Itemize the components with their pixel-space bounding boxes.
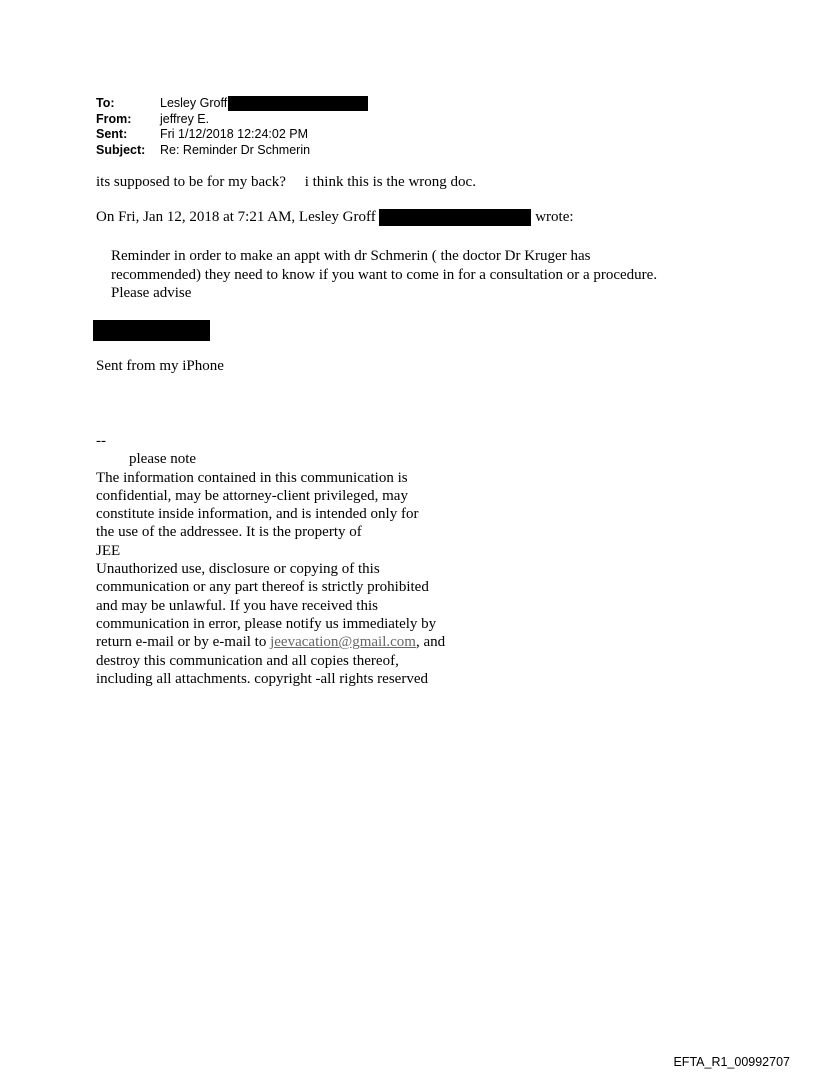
quoted-line: Reminder in order to make an appt with dr Schmerin ( the doctor Dr Kruger has <box>111 248 591 264</box>
redaction-bar <box>379 209 531 226</box>
sent-from: Sent from my iPhone <box>96 358 224 374</box>
disclaimer-line: Unauthorized use, disclosure or copying of this <box>96 561 380 578</box>
return-text: return e-mail or by e-mail to <box>96 634 271 651</box>
return-after: , and <box>415 634 446 651</box>
redaction-bar <box>93 320 210 341</box>
to-row <box>96 96 368 112</box>
quote-intro <box>96 209 574 226</box>
disclaimer-line: and may be unlawful. If you have received this <box>96 597 378 614</box>
quoted-line: recommended) they need to know if you want to come in for a consultation or a procedure. <box>111 266 658 283</box>
disclaimer-line: confidential, may be attorney-client privileged, may <box>96 487 408 504</box>
sent-value: Fri 1/12/2018 12:24:02 PM <box>160 127 309 141</box>
email-link[interactable]: jeevacation@gmail.com <box>270 634 416 651</box>
from-label: From: <box>96 111 132 126</box>
disclaimer <box>96 432 445 688</box>
quote-intro-before: On Fri, Jan 12, 2018 at 7:21 AM, Lesley Groff <box>96 209 380 225</box>
disclaimer-line: The information contained in this communication is <box>96 469 408 486</box>
disclaimer-line: destroy this communication and all copies thereof, <box>96 652 399 669</box>
redaction-bar <box>228 96 368 111</box>
sent-row <box>96 127 368 143</box>
to-value: Lesley Groff <box>160 96 228 110</box>
please-note: please note <box>129 451 197 468</box>
document-id: EFTA_R1_00992707 <box>673 1055 790 1069</box>
disclaimer-line: including all attachments. copyright -all rights reserved <box>96 670 428 687</box>
disclaimer-line: constitute inside information, and is intended only for <box>96 506 419 523</box>
subject-value: Re: Reminder Dr Schmerin <box>160 142 311 157</box>
signature-dashes: -- <box>96 433 106 449</box>
to-label: To: <box>96 96 115 110</box>
disclaimer-email-line <box>96 633 445 651</box>
disclaimer-line: communication in error, please notify us immediately by <box>96 615 437 632</box>
subject-row <box>96 143 368 159</box>
quoted-line: Please advise <box>111 285 192 301</box>
email-header <box>96 96 368 158</box>
from-row <box>96 112 368 128</box>
quote-intro-after: wrote: <box>531 209 574 225</box>
from-value: jeffrey E. <box>160 111 210 126</box>
disclaimer-line: JEE <box>96 542 121 559</box>
quoted-message <box>111 247 657 303</box>
subject-label: Subject: <box>96 142 146 157</box>
sent-label: Sent: <box>96 127 128 141</box>
disclaimer-line: the use of the addressee. It is the property of <box>96 524 362 541</box>
reply-text: its supposed to be for my back? i think this is the wrong doc. <box>96 174 476 190</box>
disclaimer-line: communication or any part thereof is strictly prohibited <box>96 579 429 596</box>
